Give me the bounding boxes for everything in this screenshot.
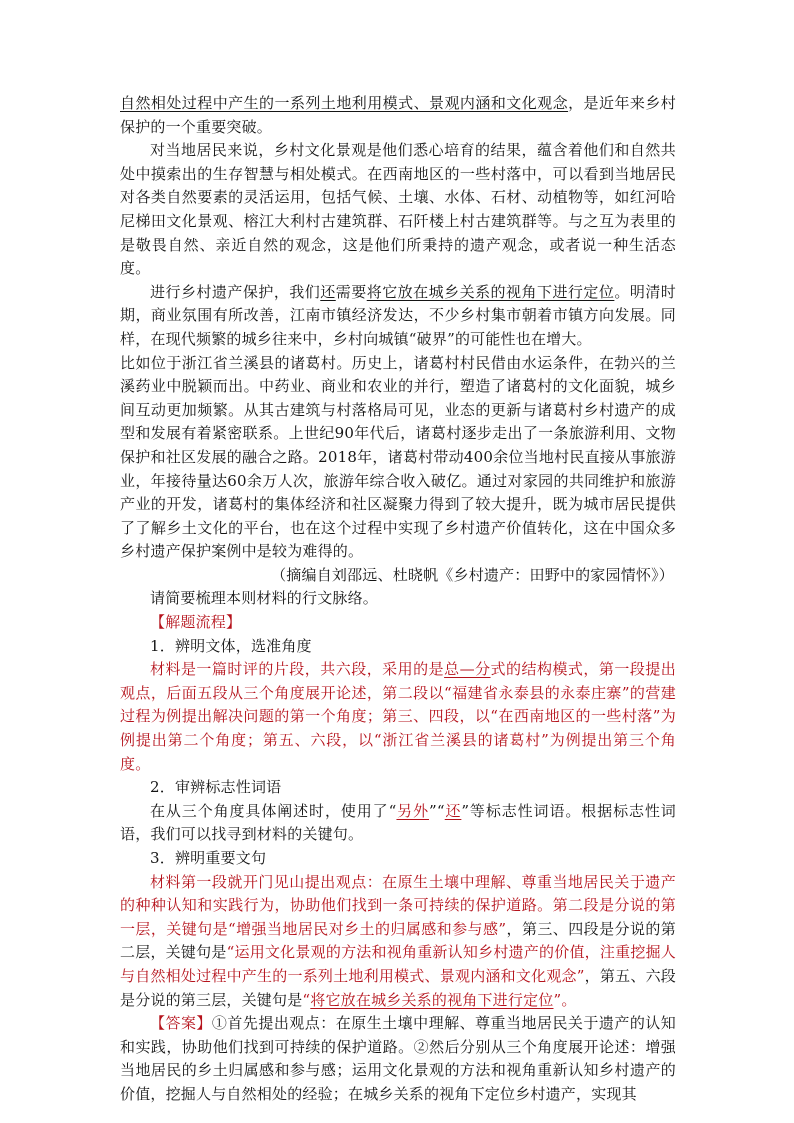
step-text: 材料第一段就开门见山提出观点：在原生土壤中理解、尊重当地居民关于遗产的种种认知和实践行为，协助他们找到一条可持续的保护道路。第二段是分说的第一层，关键句是	[120, 872, 676, 938]
underlined-key-phrase: 自然相处过程中产生的一系列土地利用模式、景观内涵和文化观念	[120, 94, 569, 112]
paragraph-local-residents: 对当地居民来说，乡村文化景观是他们悉心培育的结果，蕴含着他们和自然共处中摸索出的生存智慧与相处模式。在西南地区的一些村落中，可以看到当地居民对各类自然要素的灵活运用，包括气候、土壤、水体、石材、动植物等，如红河哈尼梯田文化景观、榕江大利村古建筑群、石阡楼上村古建筑群等。与之互为表里的是敬畏自然、亲近自然的观念，这是他们所秉持的遗产观念，或者说一种生活态度。	[120, 141, 676, 278]
underlined-marker-word: 还	[320, 282, 336, 301]
step-text: ”等标志性词语。根据标志性词语，我们可以找寻到材料的关键句。	[120, 801, 677, 844]
step2-title: 2．审辨标志性词语	[150, 778, 282, 797]
answer-label: 【答案】	[150, 1014, 212, 1033]
quote-mark: “	[302, 990, 311, 1009]
step2-body	[120, 800, 676, 847]
step-text: 在从三个角度具体阐述时，使用了“	[150, 801, 397, 820]
underlined-key-sentence: 将它放在城乡关系的视角下进行定位	[366, 282, 615, 301]
paragraph-urban-rural	[120, 281, 676, 352]
step-text: 式的结构模式，第一段提出观点，后面五段从三个角度展开论述，第二段以“福建省永泰县的永泰庄寨”的营建过程为例提出解决问题的第一个角度；第三、四段，以“在西南地区的一些村落”为例提出第二个角度；第五、六段，以“浙江省兰溪县的诸葛村”为例提出第三个角度。	[120, 660, 676, 773]
step1-body	[120, 658, 676, 776]
step3-body	[120, 871, 676, 1013]
step-text: ，第五、六段是分说的第三层，关键句是	[120, 966, 676, 1009]
step3-title: 3．辨明重要文句	[150, 849, 267, 867]
paragraph-continued	[120, 92, 676, 139]
question-prompt: 请简要梳理本则材料的行文脉络。	[150, 589, 379, 608]
process-heading: 【解题流程】	[150, 613, 242, 632]
step1-title: 1．辨明文体，选准角度	[150, 636, 312, 655]
answer-paragraph	[120, 1012, 676, 1106]
key-sentence-2: “运用文化景观的方法和视角重新认知乡村遗产的价值，注重挖掘人与自然相处过程中产生的一系列土地利用模式、景观内涵和文化观念”	[120, 943, 677, 985]
marker-word-hai: 还	[444, 801, 462, 820]
underlined-structure: 总—分	[444, 660, 491, 679]
paragraph-text: 需要	[335, 282, 367, 301]
paragraph-zhuge-village: 比如位于浙江省兰溪县的诸葛村。历史上，诸葛村村民借由水运条件，在勃兴的兰溪药业中脱颖而出。中药业、商业和农业的并行，塑造了诸葛村的文化面貌，城乡间互动更加频繁。从其古建筑与村落格局可见，业态的更新与诸葛村乡村遗产的成型和发展有着紧密联系。上世纪90年代后，诸葛村逐步走出了一条旅游利用、文物保护和社区发展的融合之路。2018年，诸葛村带动400余位当地村民直接从事旅游业，年接待量达60余万人次，旅游年综合收入破亿。通过对家园的共同维护和旅游产业的开发，诸葛村的集体经济和社区凝聚力得到了较大提升，既为城市居民提供了了解乡土文化的平台，也在这个过程中实现了乡村遗产价值转化，这在中国众多乡村遗产保护案例中是较为难得的。	[120, 353, 676, 561]
step-text: 材料是一篇时评的片段，共六段，采用的是	[150, 660, 445, 679]
marker-word-lingwai: 另外	[396, 801, 429, 820]
answer-text: ①首先提出观点：在原生土壤中理解、尊重当地居民关于遗产的认知和实践，协助他们找到可持续的保护道路。②然后分别从三个角度展开论述：增强当地居民的乡土归属感和参与感；运用文化景观的方法和视角重新认知乡村遗产的价值，挖掘人与自然相处的经验；在城乡关系的视角下定位乡村遗产，实现其	[120, 1014, 676, 1103]
paragraph-text: 。明清时期，商业氛围有所改善，江南市镇经济发达，不少乡村集市朝着市镇方向发展。同样，在现代频繁的城乡往来中，乡村向城镇“破界”的可能性也在增大。	[120, 282, 677, 348]
paragraph-text: 进行乡村遗产保护，我们	[150, 282, 321, 301]
key-sentence-3: 将它放在城乡关系的视角下进行定位	[310, 990, 554, 1009]
step-text: ，第三、四段是分说的第二层，关键句是	[120, 919, 677, 962]
key-sentence-1: “增强当地居民对乡土的归属感和参与感”	[228, 919, 507, 938]
paragraph-text: ，是近年来乡村保护的一个重要突破。	[120, 94, 677, 136]
quote-mark: ”。	[553, 990, 577, 1009]
source-citation: （摘编自刘邵远、杜晓帆《乡村遗产：田野中的家园情怀》）	[271, 565, 674, 584]
step-text: ”“	[428, 801, 445, 820]
document-page	[120, 92, 676, 1107]
